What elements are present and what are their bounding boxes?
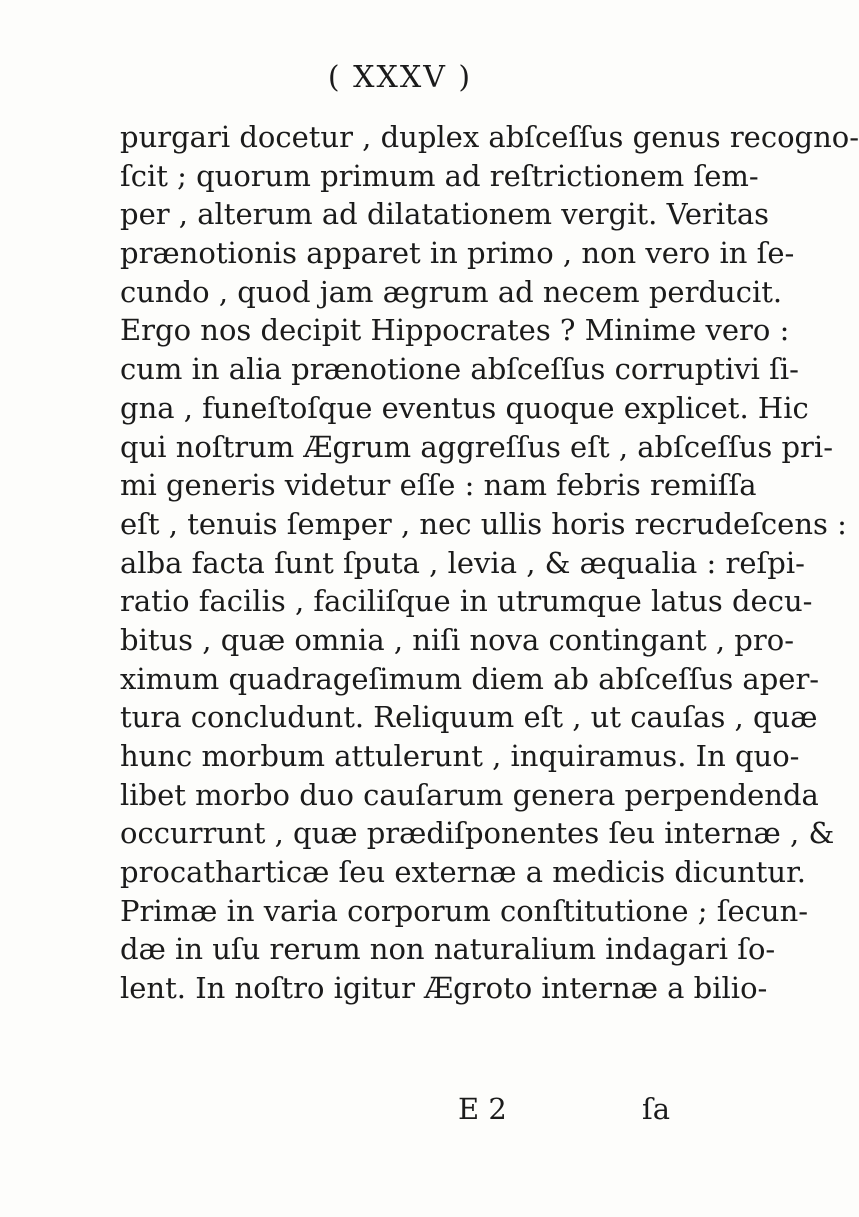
text-line: ratio facilis , faciliſque in utrumque latus decu- xyxy=(120,584,813,619)
text-line: cum in alia prænotione abſceſſus corruptivi ſi- xyxy=(120,352,799,387)
text-line: tura concludunt. Reliquum eſt , ut cauſas , quæ xyxy=(120,700,818,735)
signature-mark: E 2 xyxy=(458,1092,507,1126)
text-line: prænotionis apparet in primo , non vero in ſe- xyxy=(120,236,795,271)
text-line: occurrunt , quæ prædiſponentes ſeu internæ , & xyxy=(120,816,835,851)
text-line: dæ in uſu rerum non naturalium indagari ſo- xyxy=(120,932,776,967)
text-line: cundo , quod jam ægrum ad necem perducit. xyxy=(120,274,783,309)
text-line: Primæ in varia corporum conſtitutione ; ſecun- xyxy=(120,893,809,928)
text-line: purgari docetur , duplex abſceſſus genus recogno- xyxy=(120,120,859,154)
text-line: per , alterum ad dilatationem vergit. Veritas xyxy=(120,197,769,232)
catchword: ſa xyxy=(642,1092,671,1126)
text-line: bitus , quæ omnia , niſi nova contingant , pro- xyxy=(120,622,794,657)
text-line: mi generis videtur eſſe : nam febris remiſſa xyxy=(120,468,757,503)
text-line: gna , funeſtoſque eventus quoque explicet. Hic xyxy=(120,390,809,425)
text-line: libet morbo duo cauſarum genera perpendenda xyxy=(120,777,819,812)
text-line: Ergo nos decipit Hippocrates ? Minime vero : xyxy=(120,313,790,348)
page-footer xyxy=(0,1091,800,1127)
text-line: alba facta ſunt ſputa , levia , & æqualia : reſpi- xyxy=(120,545,805,580)
text-line: ſcit ; quorum primum ad reſtrictionem ſem- xyxy=(120,158,759,193)
text-line: ximum quadrageſimum diem ab abſceſſus aper- xyxy=(120,661,820,696)
page-number: ( XXXV ) xyxy=(327,60,473,95)
body-text xyxy=(120,118,859,1008)
text-line: hunc morbum attulerunt , inquiramus. In quo- xyxy=(120,739,800,773)
text-line: procatharticæ ſeu externæ a medicis dicuntur. xyxy=(120,855,806,890)
text-line: eſt , tenuis ſemper , nec ullis horis recrudeſcens : xyxy=(120,506,847,541)
text-line: qui noſtrum Ægrum aggreſſus eſt , abſceſſus pri- xyxy=(120,429,833,464)
text-line: lent. In noſtro igitur Ægroto internæ a bilio- xyxy=(120,971,768,1006)
